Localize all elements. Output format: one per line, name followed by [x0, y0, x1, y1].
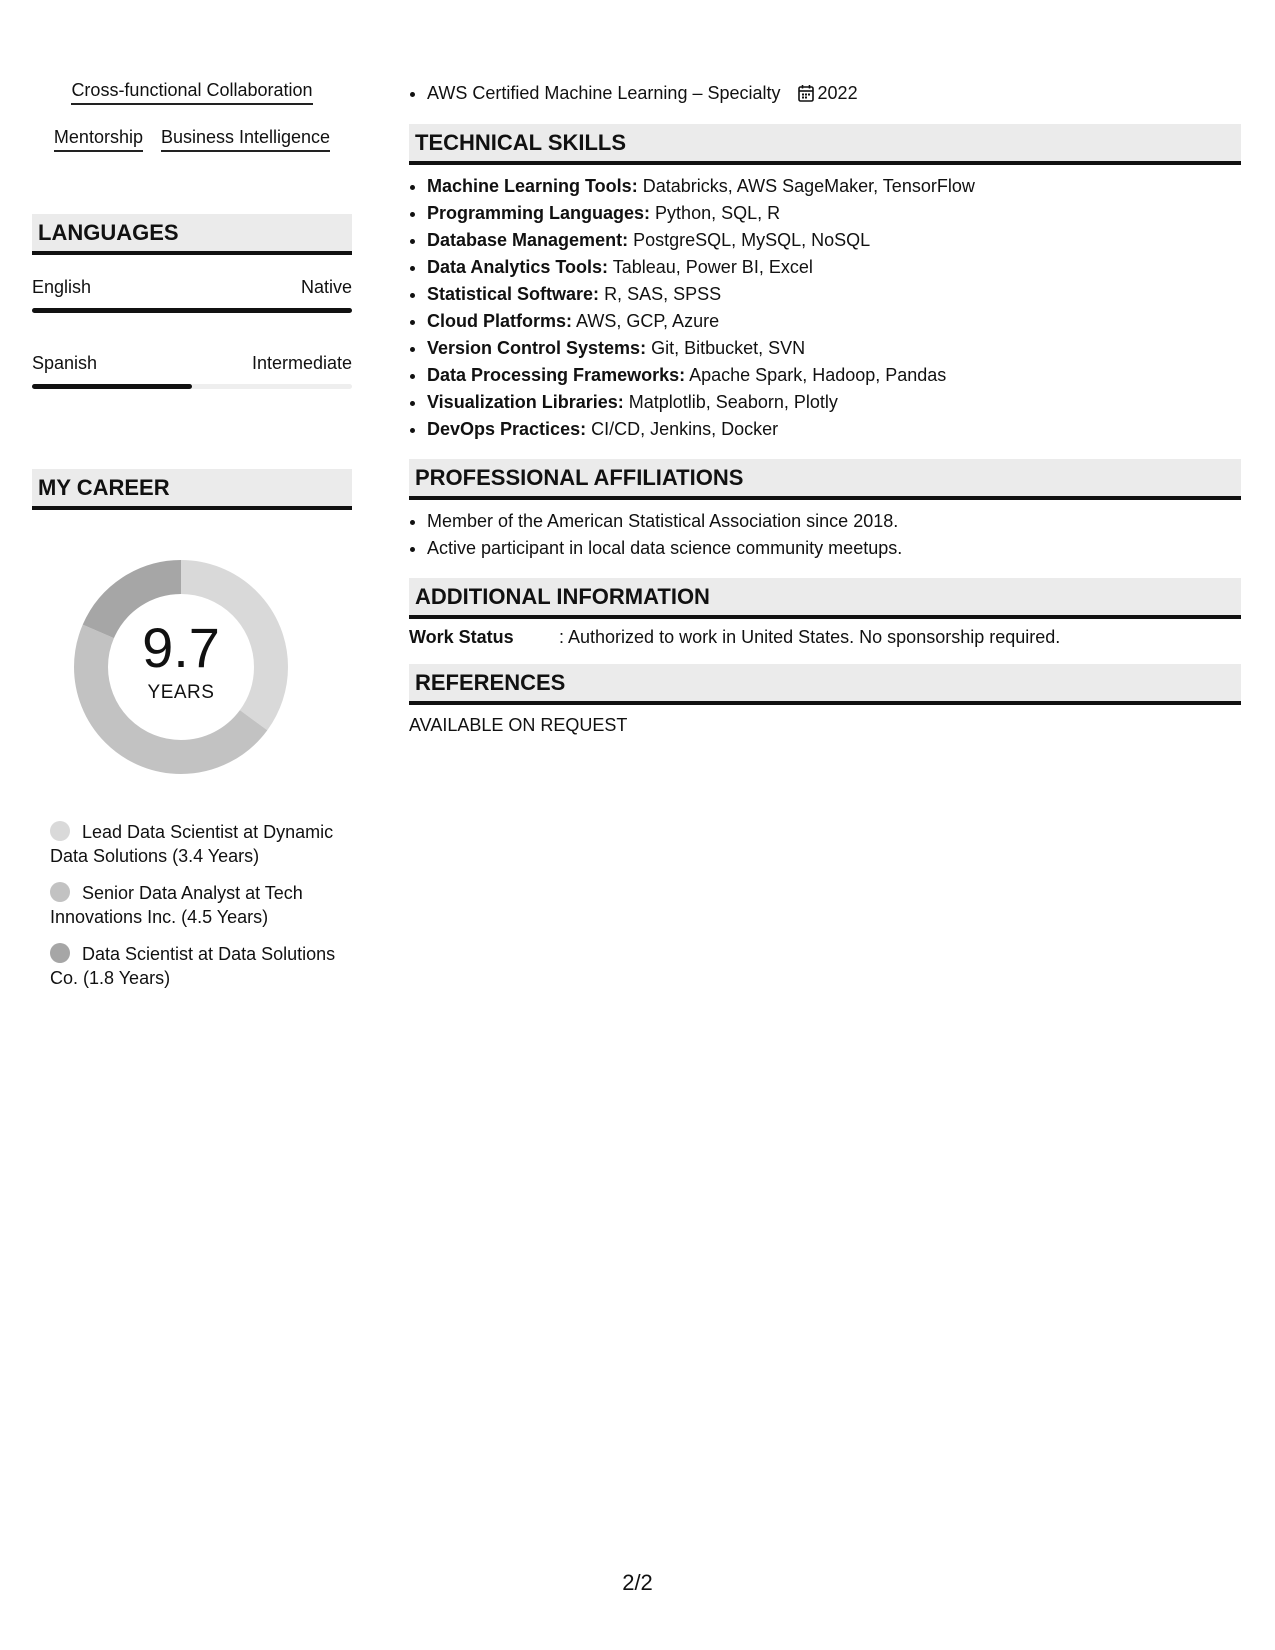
skill-label: Cloud Platforms:: [427, 311, 573, 331]
skill-label: Data Analytics Tools:: [427, 257, 609, 277]
career-legend: [50, 820, 340, 990]
skill-value: CI/CD, Jenkins, Docker: [591, 419, 779, 439]
skill-value: Apache Spark, Hadoop, Pandas: [689, 365, 947, 385]
career-donut-chart: [66, 552, 296, 782]
skill-label: Statistical Software:: [427, 284, 600, 304]
certification-year: 2022: [817, 83, 858, 103]
page-number: 2/2: [622, 1570, 653, 1595]
skill-value: AWS, GCP, Azure: [576, 311, 720, 331]
work-status-label: Work Status: [409, 627, 514, 647]
skill-value: Matplotlib, Seaborn, Plotly: [628, 392, 838, 412]
language-name: English: [32, 277, 92, 297]
references-text: AVAILABLE ON REQUEST: [409, 715, 628, 735]
legend-label: Data Scientist at Data Solutions Co. (1.8 Years): [50, 944, 336, 988]
skill-value: PostgreSQL, MySQL, NoSQL: [633, 230, 871, 250]
skill-label: Visualization Libraries:: [427, 392, 624, 412]
skill-label: Data Processing Frameworks:: [427, 365, 686, 385]
legend-item: [50, 820, 340, 868]
legend-dot-icon: [50, 821, 70, 841]
legend-item: [50, 942, 340, 990]
skill-value: Databricks, AWS SageMaker, TensorFlow: [642, 176, 975, 196]
skill-item: [427, 281, 1241, 308]
legend-label: Senior Data Analyst at Tech Innovations Inc. (4.5 Years): [50, 883, 303, 927]
skill-label: Machine Learning Tools:: [427, 176, 638, 196]
language-bar: [32, 308, 352, 313]
affiliation-item: • Member of the American Statistical Association since 2018.: [427, 508, 1241, 535]
skill-item: [427, 308, 1241, 335]
tags-row: [32, 80, 352, 105]
skill-item: [427, 254, 1241, 281]
language-level: Intermediate: [251, 353, 352, 373]
calendar-icon: [798, 83, 814, 110]
spacer: [32, 429, 352, 461]
legend-dot-icon: [50, 943, 70, 963]
skill-tag: Mentorship: [54, 127, 143, 152]
skill-value: Tableau, Power BI, Excel: [612, 257, 813, 277]
affiliation-item: • Active participant in local data science community meetups.: [427, 535, 1241, 562]
skill-item: [427, 335, 1241, 362]
language-bar-fill: [32, 308, 352, 313]
work-status-value: : Authorized to work in United States. No sponsorship required.: [559, 627, 1061, 647]
tags-row: [32, 127, 352, 152]
languages-list: [32, 277, 352, 389]
skill-value: Git, Bitbucket, SVN: [651, 338, 806, 358]
skill-label: DevOps Practices:: [427, 419, 587, 439]
left-column: [32, 80, 352, 1003]
language-item: [32, 353, 352, 389]
technical-skills-list: [409, 173, 1241, 443]
language-bar: [32, 384, 352, 389]
skill-item: [427, 389, 1241, 416]
skill-item: [427, 227, 1241, 254]
skill-label: Programming Languages:: [427, 203, 651, 223]
certification-name: AWS Certified Machine Learning – Specialty: [427, 83, 781, 103]
career-years-unit: YEARS: [147, 682, 215, 703]
skill-item: [427, 200, 1241, 227]
skill-tag: Business Intelligence: [161, 127, 330, 152]
language-bar-fill: [32, 384, 192, 389]
career-total-years: 9.7: [142, 616, 220, 679]
languages-heading: LANGUAGES: [32, 214, 352, 255]
skill-value: R, SAS, SPSS: [604, 284, 722, 304]
career-heading: MY CAREER: [32, 469, 352, 510]
skill-label: Version Control Systems:: [427, 338, 647, 358]
legend-item: [50, 881, 340, 929]
skill-tag: Cross-functional Collaboration: [71, 80, 312, 105]
language-level: Native: [300, 277, 352, 297]
language-item: [32, 277, 352, 313]
references-heading: REFERENCES: [409, 664, 1241, 705]
language-name: Spanish: [32, 353, 98, 373]
skill-item: [427, 362, 1241, 389]
skill-label: Database Management:: [427, 230, 629, 250]
spacer: [32, 174, 352, 214]
certifications-list: [409, 80, 1241, 110]
skill-item: [427, 416, 1241, 443]
donut-center: [66, 552, 296, 782]
career-section: [32, 469, 352, 990]
skill-value: Python, SQL, R: [655, 203, 781, 223]
additional-info-heading: ADDITIONAL INFORMATION: [409, 578, 1241, 619]
skill-item: [427, 173, 1241, 200]
technical-skills-heading: TECHNICAL SKILLS: [409, 124, 1241, 165]
right-column: [409, 80, 1241, 736]
legend-dot-icon: [50, 882, 70, 902]
affiliations-list: [409, 508, 1241, 562]
work-status-row: [409, 627, 1241, 648]
legend-label: Lead Data Scientist at Dynamic Data Solutions (3.4 Years): [50, 822, 334, 866]
certification-item: [427, 80, 1241, 110]
affiliations-heading: PROFESSIONAL AFFILIATIONS: [409, 459, 1241, 500]
